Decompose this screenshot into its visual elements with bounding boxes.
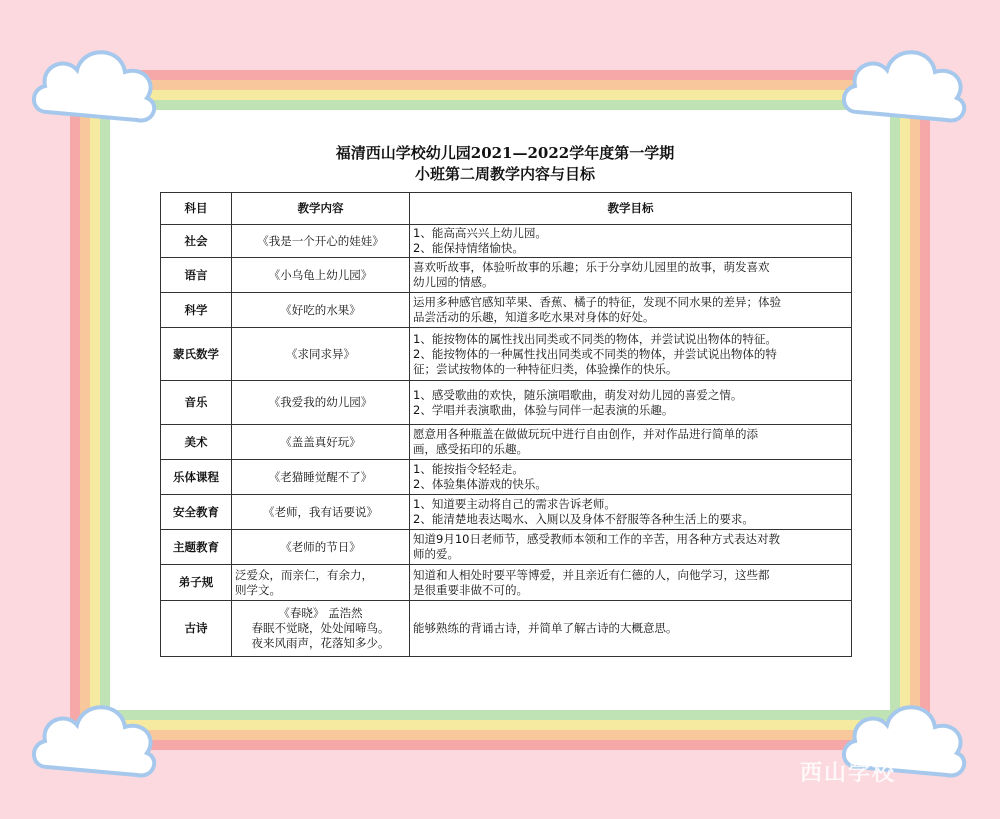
goal-line: 幼儿园的情感。 (413, 275, 494, 289)
goal-line: 1、能按物体的属性找出同类或不同类的物体，并尝试说出物体的特征。 (413, 331, 777, 346)
goal-line: 画，感受拓印的乐趣。 (413, 442, 528, 456)
table-row (161, 601, 852, 657)
goal-cell (410, 565, 852, 601)
content-cell: 《小乌龟上幼儿园》 (232, 258, 410, 293)
goal-line: 征；尝试按物体的一种特征归类，体验操作的快乐。 (413, 361, 678, 376)
content-line: 《春晓》 孟浩然 (278, 606, 363, 620)
subject-cell: 古诗 (161, 601, 232, 657)
content-cell: 《求同求异》 (232, 328, 410, 381)
goal-cell (410, 425, 852, 460)
content-cell: 《我是一个开心的娃娃》 (232, 225, 410, 258)
goal-cell (410, 328, 852, 381)
header-content: 教学内容 (232, 193, 410, 225)
table-row (161, 565, 852, 601)
subject-cell: 科学 (161, 293, 232, 328)
goal-cell (410, 601, 852, 657)
school-watermark: 西山学校 (800, 761, 897, 786)
content-cell (232, 565, 410, 601)
goal-cell (410, 530, 852, 565)
table-row (161, 530, 852, 565)
table-row (161, 460, 852, 495)
content-cell: 《老猫睡觉醒不了》 (232, 460, 410, 495)
goal-line: 是很重要非做不可的。 (413, 582, 528, 597)
goal-cell (410, 495, 852, 530)
table-row (161, 258, 852, 293)
content-line: 泛爱众，而亲仁，有余力， (235, 567, 373, 582)
goal-line: 2、体验集体游戏的快乐。 (413, 477, 547, 491)
cloud-top-right-icon (835, 40, 975, 130)
cloud-bottom-left-icon (25, 695, 165, 785)
goal-line: 1、感受歌曲的欢快，随乐演唱歌曲，萌发对幼儿园的喜爱之情。 (413, 387, 743, 402)
goal-line: 品尝活动的乐趣，知道多吃水果对身体的好处。 (413, 310, 655, 324)
goal-line: 喜欢听故事，体验听故事的乐趣；乐于分享幼儿园里的故事，萌发喜欢 (413, 260, 770, 274)
table-header-row (161, 193, 852, 225)
subject-cell: 蒙氏数学 (161, 328, 232, 381)
goal-line: 知道9月10日老师节，感受教师本领和工作的辛苦，用各种方式表达对教 (413, 532, 780, 546)
content-line: 则学文。 (235, 582, 281, 597)
subject-cell: 音乐 (161, 381, 232, 425)
subject-cell: 乐体课程 (161, 460, 232, 495)
content-cell: 《老师，我有话要说》 (232, 495, 410, 530)
goal-line: 知道和人相处时要平等博爱，并且亲近有仁德的人，向他学习，这些都 (413, 567, 770, 582)
goal-line: 2、能清楚地表达喝水、入厕以及身体不舒服等各种生活上的要求。 (413, 512, 754, 526)
subject-cell: 弟子规 (161, 565, 232, 601)
header-subject: 科目 (161, 193, 232, 225)
header-goal: 教学目标 (410, 193, 852, 225)
subject-cell: 美术 (161, 425, 232, 460)
goal-line: 师的爱。 (413, 547, 459, 561)
subject-cell: 安全教育 (161, 495, 232, 530)
table-row (161, 495, 852, 530)
table-row (161, 293, 852, 328)
subject-cell: 社会 (161, 225, 232, 258)
table-row (161, 381, 852, 425)
cloud-top-left-icon (25, 40, 165, 130)
teaching-plan-table (160, 192, 852, 657)
page-title-line2: 小班第二周教学内容与目标 (414, 165, 595, 183)
goal-line: 2、能按物体的一种属性找出同类或不同类的物体，并尝试说出物体的特 (413, 346, 777, 361)
content-cell: 《好吃的水果》 (232, 293, 410, 328)
goal-cell (410, 293, 852, 328)
goal-line: 1、能高高兴兴上幼儿园。 (413, 226, 547, 240)
table-row (161, 328, 852, 381)
goal-line: 2、能保持情绪愉快。 (413, 241, 524, 255)
table-row (161, 225, 852, 258)
subject-cell: 语言 (161, 258, 232, 293)
goal-line: 1、能按指令轻轻走。 (413, 462, 524, 476)
content-cell: 《我爱我的幼儿园》 (232, 381, 410, 425)
goal-line: 能够熟练的背诵古诗，并简单了解古诗的大概意思。 (413, 621, 678, 635)
goal-line: 2、学唱并表演歌曲，体验与同伴一起表演的乐趣。 (413, 402, 674, 417)
subject-cell: 主题教育 (161, 530, 232, 565)
content-line: 春眠不觉晓，处处闻啼鸟。 (251, 621, 390, 635)
table-row (161, 425, 852, 460)
goal-line: 运用多种感官感知苹果、香蕉、橘子的特征，发现不同水果的差异；体验 (413, 295, 781, 309)
content-line: 夜来风雨声，花落知多少。 (251, 636, 390, 650)
content-cell: 《盖盖真好玩》 (232, 425, 410, 460)
page-title-line1: 福清西山学校幼儿园2021—2022学年度第一学期 (335, 144, 675, 162)
goal-cell (410, 258, 852, 293)
goal-cell (410, 460, 852, 495)
content-cell: 《老师的节日》 (232, 530, 410, 565)
goal-cell (410, 225, 852, 258)
goal-cell (410, 381, 852, 425)
goal-line: 1、知道要主动将自己的需求告诉老师。 (413, 497, 616, 511)
content-cell (232, 601, 410, 657)
goal-line: 愿意用各种瓶盖在做做玩玩中进行自由创作，并对作品进行简单的添 (413, 427, 758, 441)
